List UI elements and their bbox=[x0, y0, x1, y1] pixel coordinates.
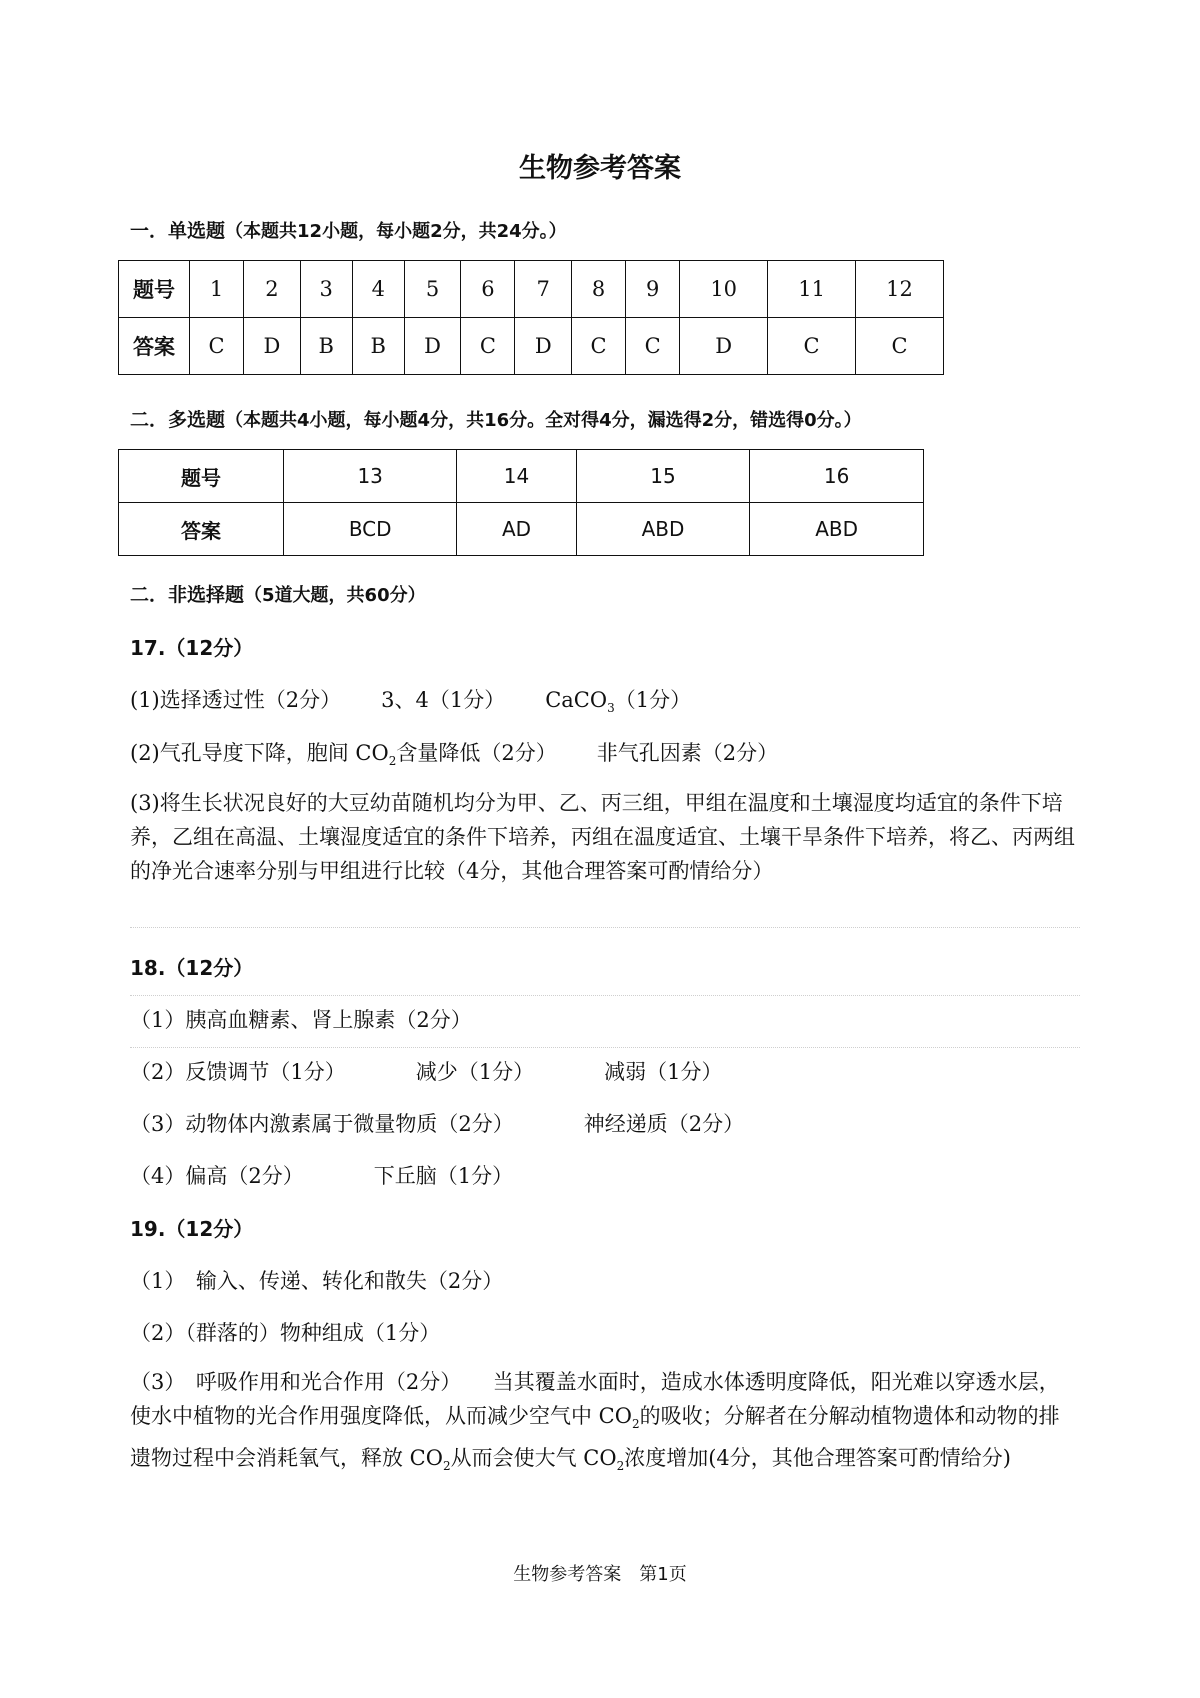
subscript: 2 bbox=[388, 754, 397, 769]
answer-text: CaCO bbox=[545, 688, 608, 712]
subscript: 3 bbox=[607, 701, 615, 716]
q19-answer-1: （1） 输入、传递、转化和散失（2分） bbox=[130, 1269, 504, 1293]
row-label-number: 题号 bbox=[119, 450, 284, 503]
answer-text: (1)选择透过性（2分） bbox=[130, 688, 342, 712]
divider bbox=[130, 1047, 1080, 1048]
q17-answer-2 bbox=[130, 737, 778, 768]
section-heading-text: 二．多选题 bbox=[130, 409, 226, 431]
question-number: 2 bbox=[244, 261, 301, 318]
question-number: 12 bbox=[856, 261, 944, 318]
question-number: 10 bbox=[680, 261, 768, 318]
q18-answer-2 bbox=[130, 1056, 722, 1086]
section-heading-text: 一．单选题 bbox=[130, 220, 226, 242]
answer-cell: ABD bbox=[576, 503, 750, 556]
q17-answer-3: (3)将生长状况良好的大豆幼苗随机均分为甲、乙、丙三组，甲组在温度和土壤湿度均适宜的条件下培养，乙组在高温、土壤湿度适宜的条件下培养，丙组在温度适宜、土壤干旱条件下培养，将乙、丙两组的净光合速率分别与甲组进行比较（4分，其他合理答案可酌情给分） bbox=[130, 791, 1075, 883]
answer-text: 3、4（1分） bbox=[381, 688, 506, 712]
question-number: 16 bbox=[750, 450, 924, 503]
subscript: 2 bbox=[631, 1417, 640, 1432]
answer-text: 浓度增加(4分，其他合理答案可酌情给分) bbox=[624, 1446, 1011, 1471]
answer-text: 含量降低（2分） bbox=[396, 741, 557, 765]
answer-text: （4）偏高（2分） bbox=[130, 1164, 304, 1188]
section-single-choice-heading bbox=[130, 216, 567, 243]
page-title: 生物参考答案 bbox=[519, 153, 681, 184]
section-non-choice-heading bbox=[130, 580, 426, 607]
question-number: 1 bbox=[190, 261, 244, 318]
answer-text: 下丘脑（1分） bbox=[373, 1164, 514, 1188]
multi-choice-answer-table bbox=[118, 449, 924, 556]
row-label-answer: 答案 bbox=[119, 503, 284, 556]
question-number: 13 bbox=[284, 450, 457, 503]
answer-text: （3）动物体内激素属于微量物质（2分） bbox=[130, 1112, 514, 1136]
answer-cell: C bbox=[626, 318, 680, 375]
q19-answer-2: （2）（群落的）物种组成（1分） bbox=[130, 1321, 441, 1345]
single-choice-answer-table bbox=[118, 260, 944, 375]
question-number: 6 bbox=[461, 261, 515, 318]
answer-cell: C bbox=[768, 318, 856, 375]
section-heading-text: 二．非选择题 bbox=[130, 584, 245, 606]
q17-answer-1 bbox=[130, 684, 691, 715]
divider bbox=[130, 927, 1080, 928]
page-footer: 生物参考答案 第1页 bbox=[513, 1564, 687, 1585]
answer-text: （2）反馈调节（1分） bbox=[130, 1060, 346, 1084]
answer-text: 减少（1分） bbox=[415, 1060, 535, 1084]
q18-answer-1: （1）胰高血糖素、肾上腺素（2分） bbox=[130, 1008, 472, 1032]
question-17-title: 17.（12分） bbox=[130, 636, 254, 660]
question-number: 11 bbox=[768, 261, 856, 318]
answer-cell: D bbox=[404, 318, 461, 375]
answer-cell: D bbox=[515, 318, 572, 375]
answer-cell: BCD bbox=[284, 503, 457, 556]
answer-cell: D bbox=[244, 318, 301, 375]
answer-cell: AD bbox=[457, 503, 576, 556]
question-number: 8 bbox=[572, 261, 626, 318]
answer-text: 减弱（1分） bbox=[604, 1060, 723, 1084]
q18-answer-4 bbox=[130, 1160, 513, 1190]
answer-text: 神经递质（2分） bbox=[583, 1112, 745, 1136]
table-row-answers bbox=[119, 503, 924, 556]
question-19-title: 19.（12分） bbox=[130, 1217, 254, 1241]
answer-cell: D bbox=[680, 318, 768, 375]
question-number: 5 bbox=[404, 261, 461, 318]
section-multi-choice-heading bbox=[130, 405, 862, 432]
question-number: 3 bbox=[300, 261, 352, 318]
answer-cell: B bbox=[352, 318, 404, 375]
section-note: （本题共12小题，每小题2分，共24分。） bbox=[225, 221, 567, 242]
answer-text: (2)气孔导度下降，胞间 CO bbox=[130, 741, 389, 765]
subscript: 2 bbox=[616, 1459, 625, 1474]
question-number: 4 bbox=[352, 261, 404, 318]
answer-text: 非气孔因素（2分） bbox=[596, 741, 779, 765]
q18-answer-3 bbox=[130, 1108, 744, 1138]
answer-cell: ABD bbox=[750, 503, 924, 556]
question-number: 15 bbox=[576, 450, 750, 503]
answer-cell: C bbox=[856, 318, 944, 375]
section-note: （5道大题，共60分） bbox=[244, 585, 426, 606]
answer-text: 从而会使大气 CO bbox=[450, 1446, 617, 1471]
table-row-numbers bbox=[119, 450, 924, 503]
question-number: 7 bbox=[515, 261, 572, 318]
answer-cell: C bbox=[572, 318, 626, 375]
row-label-number: 题号 bbox=[119, 261, 190, 318]
answer-text: 的吸收；分解者在分解动植物遗体和动物的排遗物过程中会消耗氧气，释放 CO bbox=[130, 1404, 1060, 1471]
subscript: 2 bbox=[442, 1459, 451, 1474]
answer-text: （1分） bbox=[614, 688, 692, 712]
answer-cell: C bbox=[190, 318, 244, 375]
table-row-answers bbox=[119, 318, 944, 375]
q19-answer-3 bbox=[130, 1365, 1080, 1483]
question-number: 14 bbox=[457, 450, 576, 503]
answer-text: （3） 呼吸作用和光合作用（2分） 当其覆盖水面时，造成水体透明度降低，阳光难以穿透水层，使水中植物的光合作用强度降低，从而减少空气中 CO bbox=[130, 1370, 1060, 1428]
question-number: 9 bbox=[626, 261, 680, 318]
row-label-answer: 答案 bbox=[119, 318, 190, 375]
answer-cell: B bbox=[300, 318, 352, 375]
question-18-title: 18.（12分） bbox=[130, 956, 254, 980]
table-row-numbers bbox=[119, 261, 944, 318]
answer-cell: C bbox=[461, 318, 515, 375]
section-note: （本题共4小题，每小题4分，共16分。全对得4分，漏选得2分，错选得0分。） bbox=[225, 410, 862, 431]
divider bbox=[130, 995, 1080, 996]
